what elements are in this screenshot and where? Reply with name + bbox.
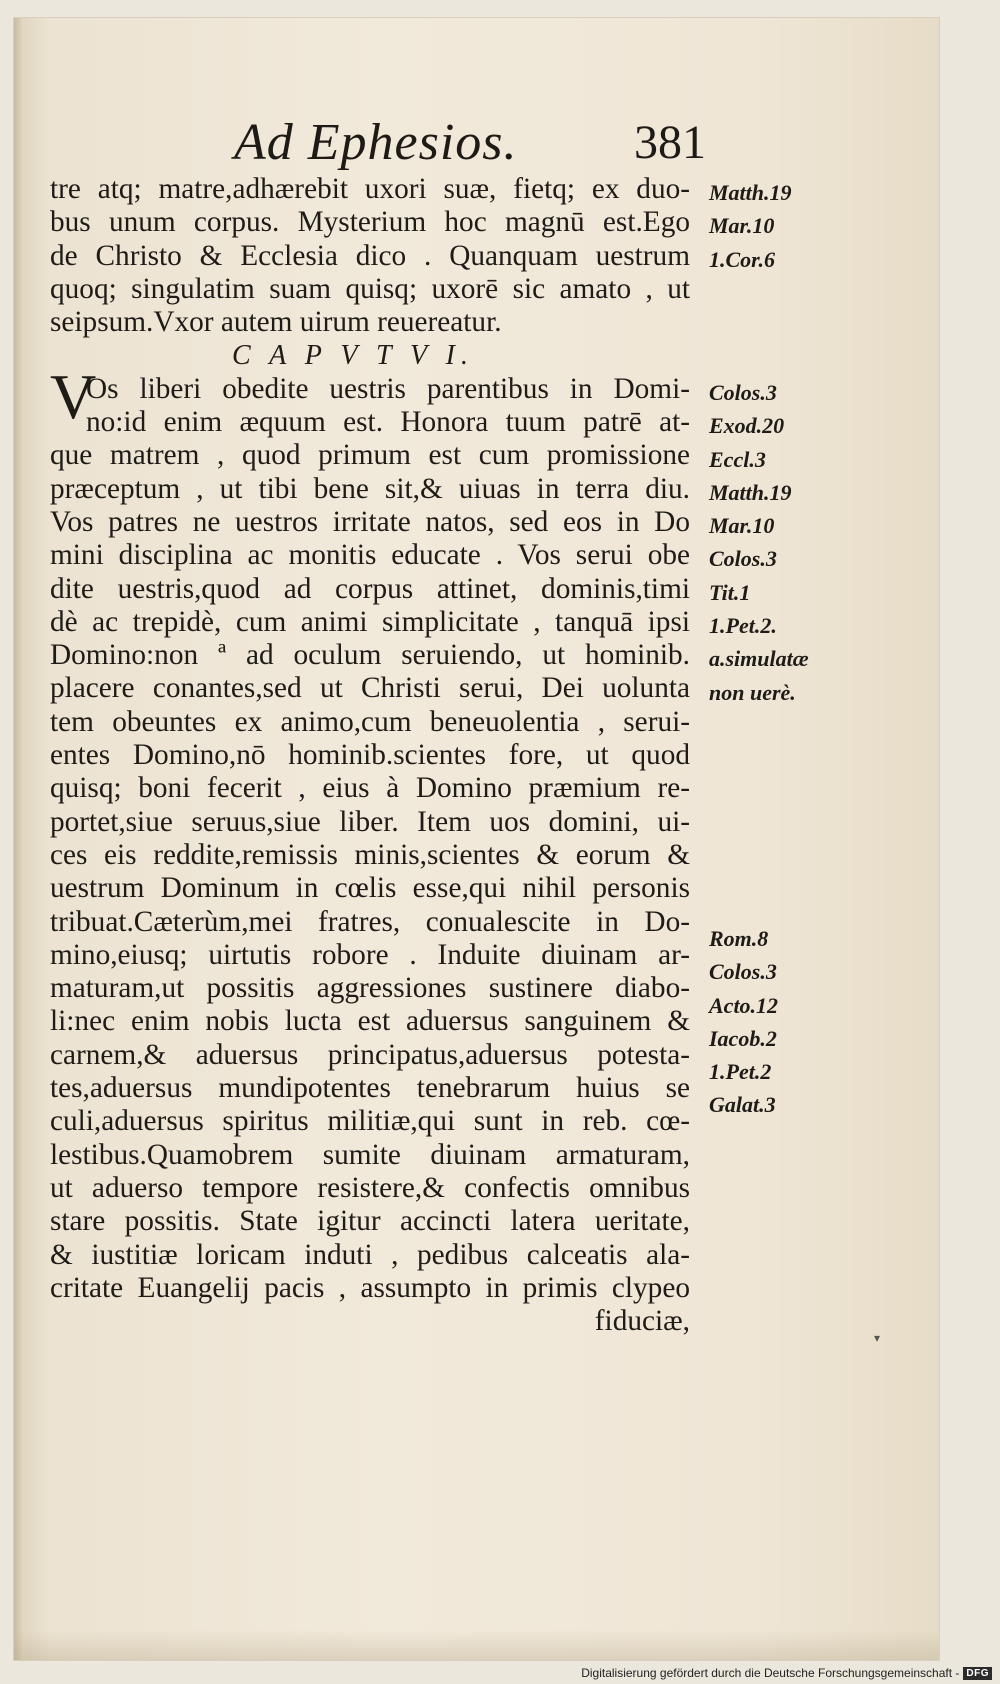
text-line: quoq; singulatim suam quisq; uxorē sic amato , ut — [50, 272, 690, 305]
text-line: entes Domino,nō hominib.scientes fore, ut quod — [50, 739, 690, 772]
marginal-reference: Galat.3 — [709, 1092, 776, 1118]
text-line: uestrum Dominum in cœlis esse,qui nihil personis — [50, 872, 690, 905]
marginal-reference: 1.Cor.6 — [709, 246, 776, 272]
marginal-references-top — [709, 176, 829, 276]
marginal-reference: Eccl.3 — [709, 446, 766, 472]
marginal-reference: 1.Pet.2. — [709, 613, 777, 639]
marginal-reference: Acto.12 — [709, 992, 779, 1018]
text-line: tes,aduersus mundipotentes tenebrarum huius se — [50, 1072, 690, 1105]
text-line: dite uestris,quod ad corpus attinet, dominis,timi — [50, 572, 690, 605]
text-line: seipsum.Vxor autem uirum reuereatur. — [50, 306, 502, 339]
running-head — [14, 113, 939, 173]
text-line: bus unum corpus. Mysterium hoc magnū est.Ego — [50, 206, 690, 239]
marginal-reference: Iacob.2 — [709, 1025, 777, 1051]
text-line: culi,aduersus spiritus militiæ,qui sunt in reb. cœ- — [50, 1105, 690, 1138]
credit-text: Digitalisierung gefördert durch die Deutsche Forschungsgemeinschaft - — [581, 1666, 960, 1680]
text-line: & iustitiæ loricam induti , pedibus calceatis ala- — [50, 1238, 690, 1271]
page-gutter-edge — [14, 18, 24, 1660]
text-line: maturam,ut possitis aggressiones sustinere diabo- — [50, 972, 690, 1005]
text-line: critate Euangelij pacis , assumpto in primis clypeo — [50, 1271, 690, 1304]
digitization-credit — [581, 1664, 992, 1682]
chapter-heading: C A P V T V I. — [232, 340, 474, 372]
first-text-line: Os liberi obedite uestris parentibus in Domi- — [86, 372, 690, 405]
text-line: quisq; boni fecerit , eius à Domino præmium re- — [50, 772, 690, 805]
marginal-reference: Mar.10 — [709, 213, 775, 239]
marginal-reference: a.simulatæ — [709, 646, 809, 672]
text-line: præceptum , ut tibi bene sit,& uiuas in terra diu. — [50, 472, 690, 505]
catchword: fiduciæ, — [594, 1305, 690, 1338]
text-line: dè ac trepidè, cum animi simplicitate , tanquā ipsi — [50, 605, 690, 638]
marginal-reference: Colos.3 — [709, 959, 777, 985]
drop-capital: V — [50, 361, 97, 432]
text-line: carnem,& aduersus principatus,aduersus potesta- — [50, 1038, 690, 1071]
text-line: portet,siue seruus,siue liber. Item uos domini, ui- — [50, 805, 690, 838]
marginal-reference: Exod.20 — [709, 413, 785, 439]
marginal-reference: Colos.3 — [709, 380, 777, 405]
running-head-title: Ad Ephesios. — [234, 114, 518, 171]
text-line: que matrem , quod primum est cum promissione — [50, 439, 690, 472]
text-line: tem obeuntes ex animo,cum beneuolentia , serui- — [50, 705, 690, 738]
page-number: 381 — [634, 116, 706, 169]
marginal-reference: Colos.3 — [709, 546, 777, 572]
text-line: placere conantes,sed ut Christi serui, Dei uolunta — [50, 672, 690, 705]
main-text-block — [50, 173, 690, 1338]
marginal-reference: Matth.19 — [709, 479, 792, 505]
text-line: mino,eiusq; uirtutis robore . Induite diuinam ar- — [50, 938, 690, 971]
marginal-reference: Tit.1 — [709, 579, 751, 605]
text-line: Vos patres ne uestros irritate natos, sed eos in Do — [50, 505, 690, 538]
text-line: de Christo & Ecclesia dico . Quanquam uestrum — [50, 239, 690, 272]
text-line: stare possitis. State igitur accincti latera ueritate, — [50, 1205, 690, 1238]
text-line: lestibus.Quamobrem sumite diuinam armaturam, — [50, 1138, 690, 1171]
ink-mark-icon: ▾ — [874, 1331, 881, 1345]
marginal-references-bottom — [709, 922, 829, 1122]
text-line: tribuat.Cæterùm,mei fratres, conualescite in Do- — [50, 905, 690, 938]
text-line: no:id enim æquum est. Honora tuum patrē at- — [86, 406, 690, 439]
page-shadow — [14, 1630, 939, 1660]
marginal-references-middle — [709, 376, 829, 709]
text-line: ces eis reddite,remissis minis,scientes & eorum & — [50, 838, 690, 871]
text-line: ut aduerso tempore resistere,& confectis omnibus — [50, 1171, 690, 1204]
text-line: Domino:non ª ad oculum seruiendo, ut hominib. — [50, 639, 690, 672]
marginal-reference: 1.Pet.2 — [709, 1059, 772, 1085]
marginal-reference: Matth.19 — [709, 180, 792, 205]
book-page — [14, 18, 939, 1660]
marginal-reference: non uerè. — [709, 679, 796, 705]
dfg-logo: DFG — [963, 1667, 992, 1680]
text-line: mini disciplina ac monitis educate . Vos serui obe — [50, 539, 690, 572]
marginal-reference: Mar.10 — [709, 513, 775, 539]
marginal-reference: Rom.8 — [709, 926, 769, 951]
text-line: tre atq; matre,adhærebit uxori suæ, fietq; ex duo- — [50, 173, 690, 205]
text-line: li:nec enim nobis lucta est aduersus sanguinem & — [50, 1005, 690, 1038]
